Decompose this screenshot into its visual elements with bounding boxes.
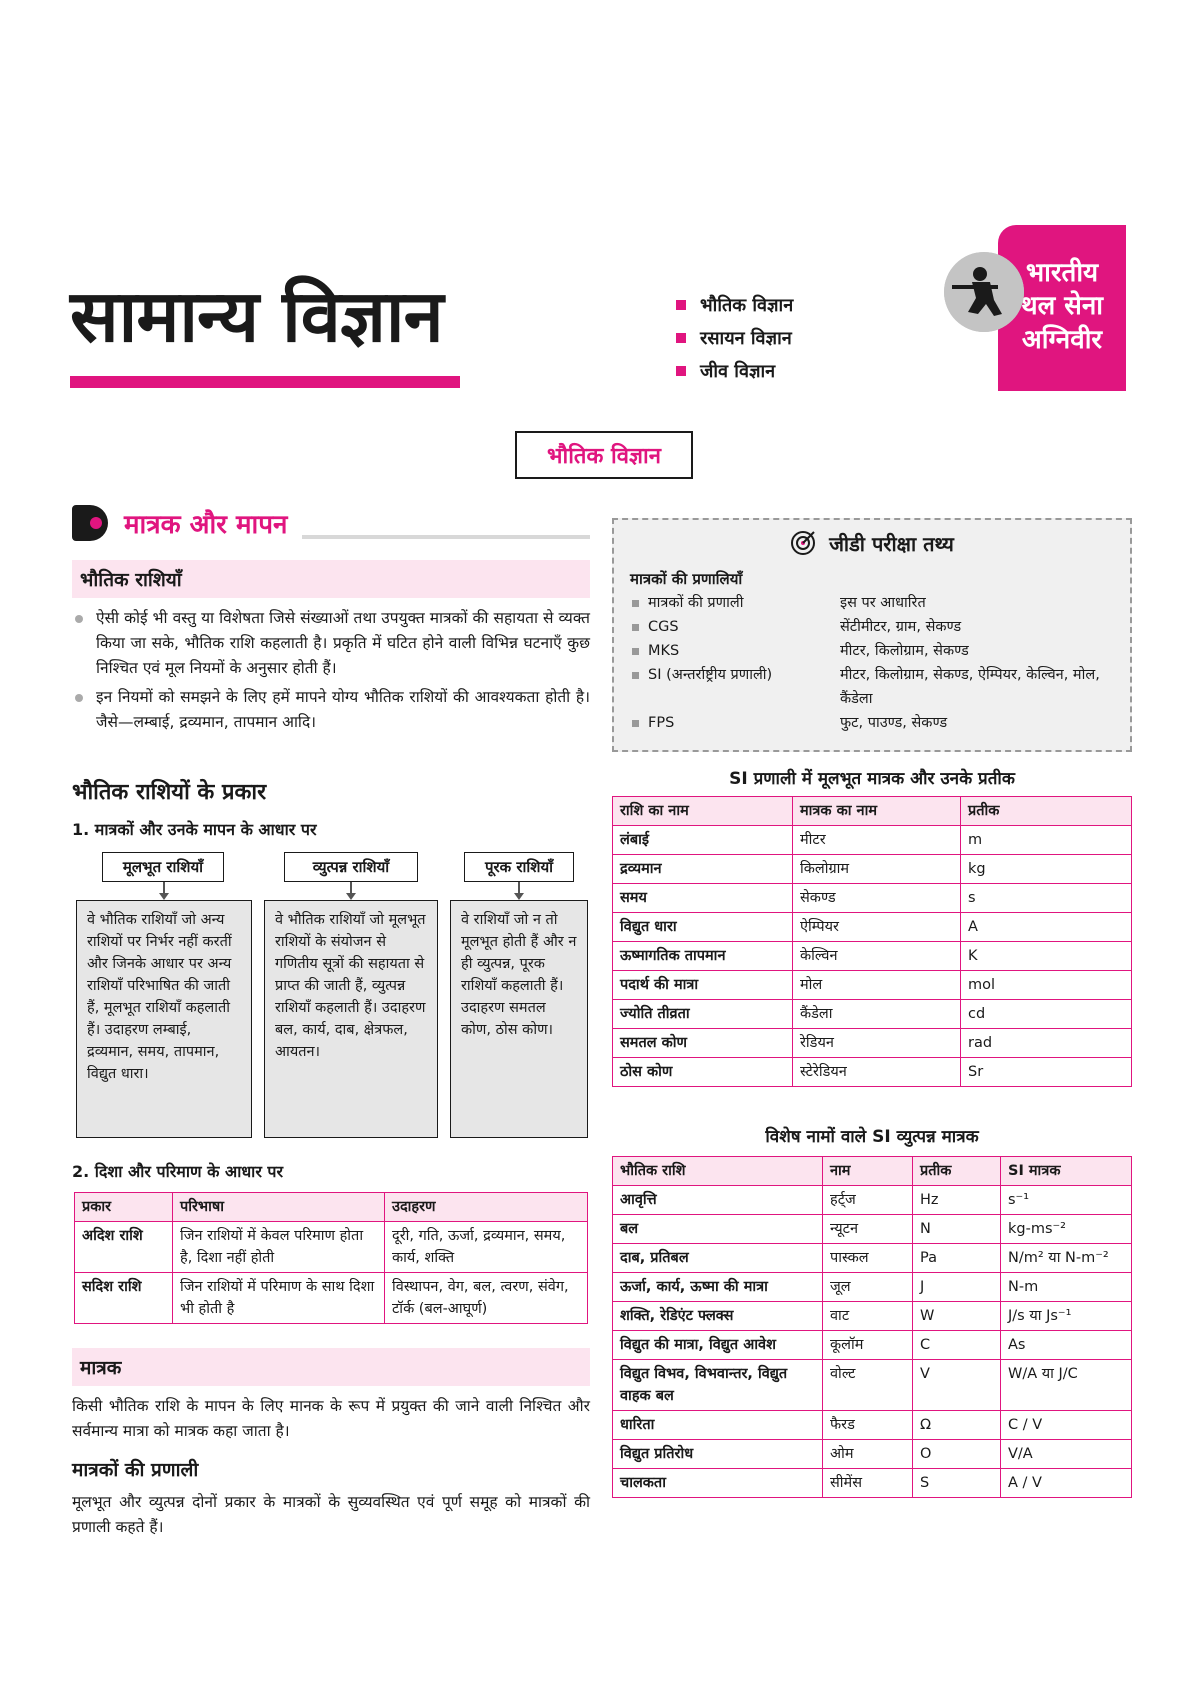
fact-row: CGS सेंटीमीटर, ग्राम, सेकण्ड (630, 615, 1114, 639)
unit-system-section (72, 1456, 590, 1540)
table-row: विद्युत धारा ऐम्पियर A (613, 913, 1132, 942)
unit-definition: किसी भौतिक राशि के मापन के लिए मानक के रूप में प्रयुक्त की जाने वाली निश्चित और सर्वमान्य मात्रा को मात्रक कहा जाता है। (72, 1397, 590, 1440)
table-row: विद्युत प्रतिरोध ओम O V/A (613, 1440, 1132, 1469)
si-derived-table-title: विशेष नामों वाले SI व्युत्पन्न मात्रक (765, 1127, 979, 1147)
unit-section (72, 1348, 590, 1444)
si-base-units-table (612, 796, 1132, 1087)
topic-item: जीव विज्ञान (676, 354, 793, 387)
table-row: द्रव्यमान किलोग्राम kg (613, 855, 1132, 884)
exam-facts-box (612, 518, 1132, 752)
topic-item: रसायन विज्ञान (676, 321, 793, 354)
square-bullet-icon (676, 333, 686, 343)
scalar-vector-table (74, 1192, 588, 1324)
unit-heading: मात्रक (72, 1348, 590, 1386)
series-badge: भारतीय थल सेना अग्निवीर (998, 225, 1126, 391)
derived-quantities-box: वे भौतिक राशियाँ जो मूलभूत राशियों के संयोजन से गणितीय सूत्रों की सहायता से प्राप्त की जाती हैं, व्युत्पन्न राशियाँ कहलाती हैं। उदाहरण बल, कार्य, दाब, क्षेत्रफल, आयतन। (264, 900, 438, 1138)
table-header-row: भौतिक राशि नाम प्रतीक SI मात्रक (613, 1157, 1132, 1186)
types-subheading-2: 2. दिशा और परिमाण के आधार पर (72, 1162, 284, 1181)
title-underline (70, 376, 460, 388)
fact-row: MKS मीटर, किलोग्राम, सेकण्ड (630, 639, 1114, 663)
fundamental-quantities-box: वे भौतिक राशियाँ जो अन्य राशियों पर निर्भर नहीं करतीं और जिनके आधार पर अन्य राशियाँ परिभाषित की जाती हैं, मूलभूत राशियाँ कहलाती हैं। उदाहरण लम्बाई, द्रव्यमान, समय, तापमान, विद्युत धारा। (76, 900, 252, 1138)
section-tag: भौतिक विज्ञान (515, 431, 693, 479)
table-row: अदिश राशि जिन राशियों में केवल परिमाण होता है, दिशा नहीं होती दूरी, गति, ऊर्जा, द्रव्यमान, समय, कार्य, शक्ति (75, 1222, 588, 1273)
topic-list (676, 288, 793, 387)
list-item: ऐसी कोई भी वस्तु या विशेषता जिसे संख्याओं तथा उपयुक्त मात्रकों की सहायता से व्यक्त किया जा सके, भौतिक राशि कहलाती है। प्रकृति में घटित होने वाली विभिन्न घटनाएँ कुछ निश्चित एवं मूल नियमों के अनुसार होती हैं। (72, 606, 590, 681)
fundamental-quantities-label: मूलभूत राशियाँ (102, 852, 224, 882)
chapter-heading: मात्रक और मापन (72, 505, 590, 545)
table-row: शक्ति, रेडिएंट फ्लक्स वाट W J/s या Js⁻¹ (613, 1302, 1132, 1331)
physical-quantities-section (72, 560, 590, 739)
page-title: सामान्य विज्ञान (70, 274, 443, 358)
topic-item: भौतिक विज्ञान (676, 288, 793, 321)
table-header-row: प्रकार परिभाषा उदाहरण (75, 1193, 588, 1222)
fact-row: FPS फुट, पाउण्ड, सेकण्ड (630, 711, 1114, 735)
table-row: आवृत्ति हर्ट्ज Hz s⁻¹ (613, 1186, 1132, 1215)
fact-row: SI (अन्तर्राष्ट्रीय प्रणाली) मीटर, किलोग्राम, सेकण्ड, ऐम्पियर, केल्विन, मोल, कैंडेला (630, 663, 1114, 711)
square-bullet-icon (676, 300, 686, 310)
table-row: ऊर्जा, कार्य, ऊष्मा की मात्रा जूल J N-m (613, 1273, 1132, 1302)
chapter-marker-icon (72, 505, 108, 541)
table-row: दाब, प्रतिबल पास्कल Pa N/m² या N-m⁻² (613, 1244, 1132, 1273)
table-row: धारिता फैरड Ω C / V (613, 1411, 1132, 1440)
supplementary-quantities-box: वे राशियाँ जो न तो मूलभूत होती हैं और न ही व्युत्पन्न, पूरक राशियाँ कहलाती हैं। उदाहरण समतल कोण, ठोस कोण। (450, 900, 588, 1138)
table-row: चालकता सीमेंस S A / V (613, 1469, 1132, 1498)
table-row: विद्युत की मात्रा, विद्युत आवेश कूलॉम C As (613, 1331, 1132, 1360)
table-row: बल न्यूटन N kg-ms⁻² (613, 1215, 1132, 1244)
table-row: समतल कोण रेडियन rad (613, 1029, 1132, 1058)
facts-subtitle: मात्रकों की प्रणालियाँ (630, 570, 743, 588)
table-row: समय सेकण्ड s (613, 884, 1132, 913)
si-derived-units-table (612, 1156, 1132, 1498)
arrow-down-icon (350, 882, 352, 898)
list-item: इन नियमों को समझने के लिए हमें मापने योग्य भौतिक राशियों की आवश्यकता होती है। जैसे—लम्बाई, द्रव्यमान, तापमान आदि। (72, 685, 590, 735)
table-row: पदार्थ की मात्रा मोल mol (613, 971, 1132, 1000)
supplementary-quantities-label: पूरक राशियाँ (464, 852, 574, 882)
table-row: ऊष्मागतिक तापमान केल्विन K (613, 942, 1132, 971)
chapter-divider (302, 535, 590, 539)
unit-system-heading: मात्रकों की प्रणाली (72, 1459, 199, 1481)
table-header-row: राशि का नाम मात्रक का नाम प्रतीक (613, 797, 1132, 826)
target-icon (790, 530, 816, 561)
fact-row: मात्रकों की प्रणाली इस पर आधारित (630, 591, 1114, 615)
square-bullet-icon (676, 366, 686, 376)
table-row: विद्युत विभव, विभवान्तर, विद्युत वाहक बल वोल्ट V W/A या J/C (613, 1360, 1132, 1411)
soldier-icon (944, 252, 1024, 332)
table-row: सदिश राशि जिन राशियों में परिमाण के साथ दिशा भी होती है विस्थापन, वेग, बल, त्वरण, संवेग, टॉर्क (बल-आघूर्ण) (75, 1273, 588, 1324)
table-row: ठोस कोण स्टेरेडियन Sr (613, 1058, 1132, 1087)
types-heading: भौतिक राशियों के प्रकार (72, 780, 267, 805)
table-row: लंबाई मीटर m (613, 826, 1132, 855)
arrow-down-icon (163, 882, 165, 898)
types-subheading-1: 1. मात्रकों और उनके मापन के आधार पर (72, 820, 317, 839)
table-row: ज्योति तीव्रता कैंडेला cd (613, 1000, 1132, 1029)
unit-system-definition: मूलभूत और व्युत्पन्न दोनों प्रकार के मात्रकों के सुव्यवस्थित एवं पूर्ण समूह को मात्रकों की प्रणाली कहते हैं। (72, 1493, 590, 1536)
si-base-table-title: SI प्रणाली में मूलभूत मात्रक और उनके प्रतीक (729, 769, 1015, 789)
facts-title: जीडी परीक्षा तथ्य (630, 530, 1114, 561)
physical-quantities-heading: भौतिक राशियाँ (72, 560, 590, 598)
arrow-down-icon (518, 882, 520, 898)
derived-quantities-label: व्युत्पन्न राशियाँ (284, 852, 418, 882)
